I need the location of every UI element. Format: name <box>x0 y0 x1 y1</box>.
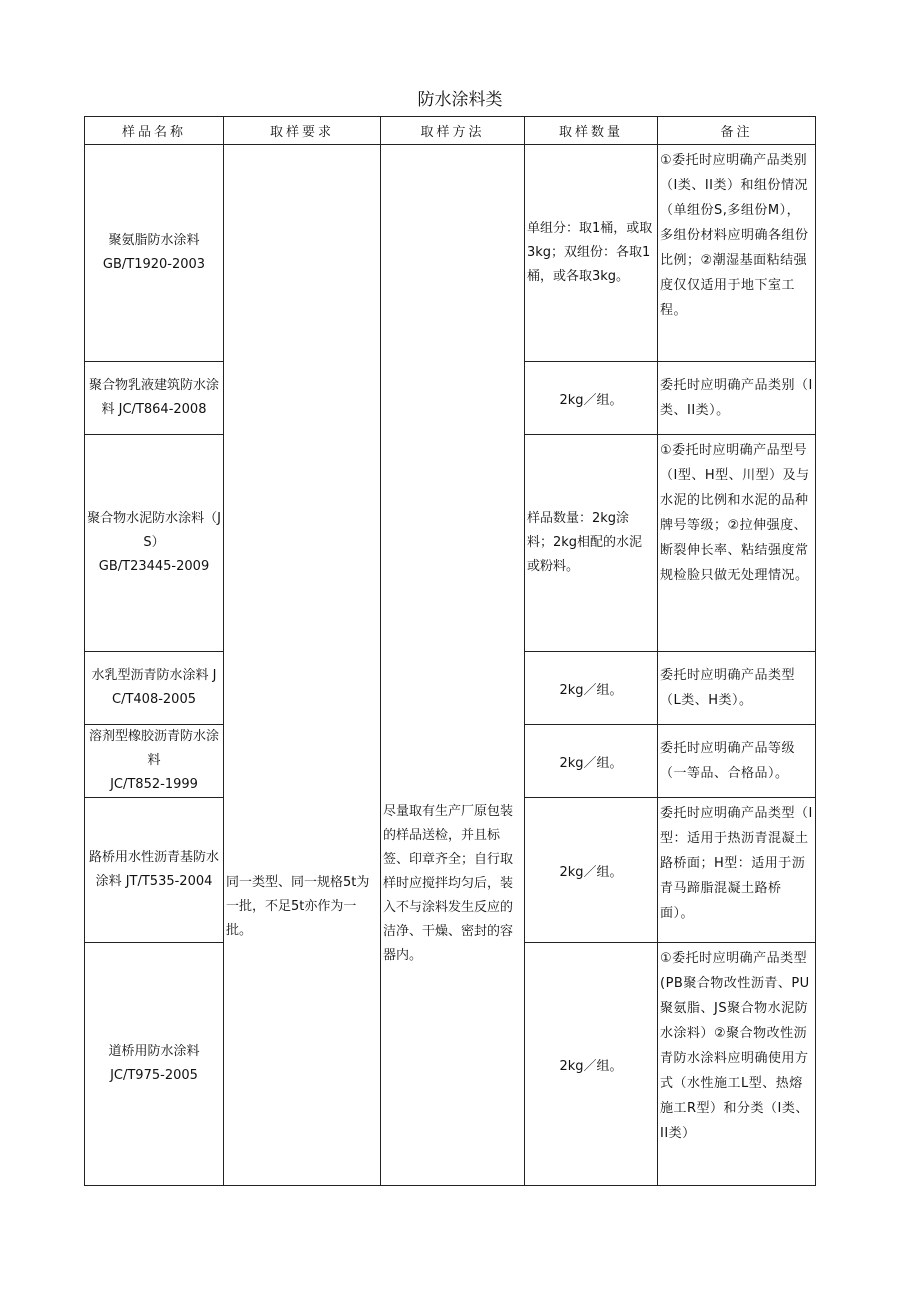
quantity-cell: 2kg／组。 <box>525 943 658 1186</box>
note-cell: ①委托时应明确产品类别（I类、II类）和组份情况（单组份S,多组份M），多组份材料应明确各组份比例；②潮湿基面粘结强度仅仅适用于地下室工程。 <box>658 145 816 362</box>
sample-name-cell <box>85 652 224 725</box>
sample-standard: GB/T1920-2003 <box>102 257 206 272</box>
sample-standard: GB/T23445-2009 <box>98 559 210 574</box>
note-cell: 委托时应明确产品类别（I类、II类）。 <box>658 362 816 435</box>
quantity-cell: 单组分：取1桶，或取3kg；双组份：各取1桶，或各取3kg。 <box>525 145 658 362</box>
sample-standard: JC/T975-2005 <box>110 1068 198 1083</box>
sample-name: 聚合物水泥防水涂料（JS） <box>87 511 221 550</box>
header-quantity: 取样数量 <box>525 117 658 145</box>
note-cell: ①委托时应明确产品型号（I型、H型、川型）及与水泥的比例和水泥的品种牌号等级；②拉伸强度、断裂伸长率、粘结强度常规检脸只做无处理情况。 <box>658 435 816 652</box>
sample-standard: JC/T852-1999 <box>110 777 198 792</box>
table-header-row <box>85 117 816 145</box>
sample-name: 路桥用水性沥青基防水涂料 JT/T535-2004 <box>88 850 219 889</box>
note-cell: 委托时应明确产品等级（一等品、合格品）。 <box>658 725 816 798</box>
sample-name-cell <box>85 435 224 652</box>
quantity-cell: 2kg／组。 <box>525 652 658 725</box>
sample-name-cell <box>85 798 224 943</box>
header-method: 取样方法 <box>381 117 525 145</box>
sample-name-cell <box>85 145 224 362</box>
header-sample-name: 样品名称 <box>85 117 224 145</box>
sample-name: 道桥用防水涂料 <box>108 1044 200 1059</box>
page-title: 防水涂料类 <box>417 90 503 110</box>
quantity-cell: 2kg／组。 <box>525 725 658 798</box>
header-requirement: 取样要求 <box>224 117 381 145</box>
requirement-cell: 同一类型、同一规格5t为一批，不足5t亦作为一批。 <box>224 145 381 1186</box>
sample-name-cell <box>85 362 224 435</box>
sample-name: 聚氨脂防水涂料 <box>108 233 200 248</box>
note-cell: ①委托时应明确产品类型(PB聚合物改性沥青、PU聚氨脂、JS聚合物水泥防水涂料）②聚合物改性沥青防水涂料应明确使用方式（水性施工L型、热熔施工R型）和分类（I类、II类） <box>658 943 816 1186</box>
quantity-cell: 2kg／组。 <box>525 362 658 435</box>
quantity-cell: 2kg／组。 <box>525 798 658 943</box>
sample-name: 聚合物乳液建筑防水涂料 JC/T864-2008 <box>88 378 219 417</box>
note-cell: 委托时应明确产品类型（L类、H类）。 <box>658 652 816 725</box>
sample-name-cell <box>85 943 224 1186</box>
table-row <box>85 145 816 362</box>
method-cell: 尽量取有生产厂原包装的样品送检，并且标签、印章齐全；自行取样时应搅拌均匀后，装入不与涂料发生反应的洁净、干燥、密封的容器内。 <box>381 145 525 1186</box>
note-cell: 委托时应明确产品类型（I型：适用于热沥青混凝土路桥面；H型：适用于沥青马蹄脂混凝土路桥面）。 <box>658 798 816 943</box>
sample-name: 水乳型沥青防水涂料 JC/T408-2005 <box>91 668 217 707</box>
header-note: 备注 <box>658 117 816 145</box>
sampling-table <box>84 116 816 1186</box>
quantity-cell: 样品数量：2kg涂料；2kg相配的水泥或粉料。 <box>525 435 658 652</box>
sample-name-cell <box>85 725 224 798</box>
sample-name: 溶剂型橡胶沥青防水涂料 <box>88 729 219 768</box>
